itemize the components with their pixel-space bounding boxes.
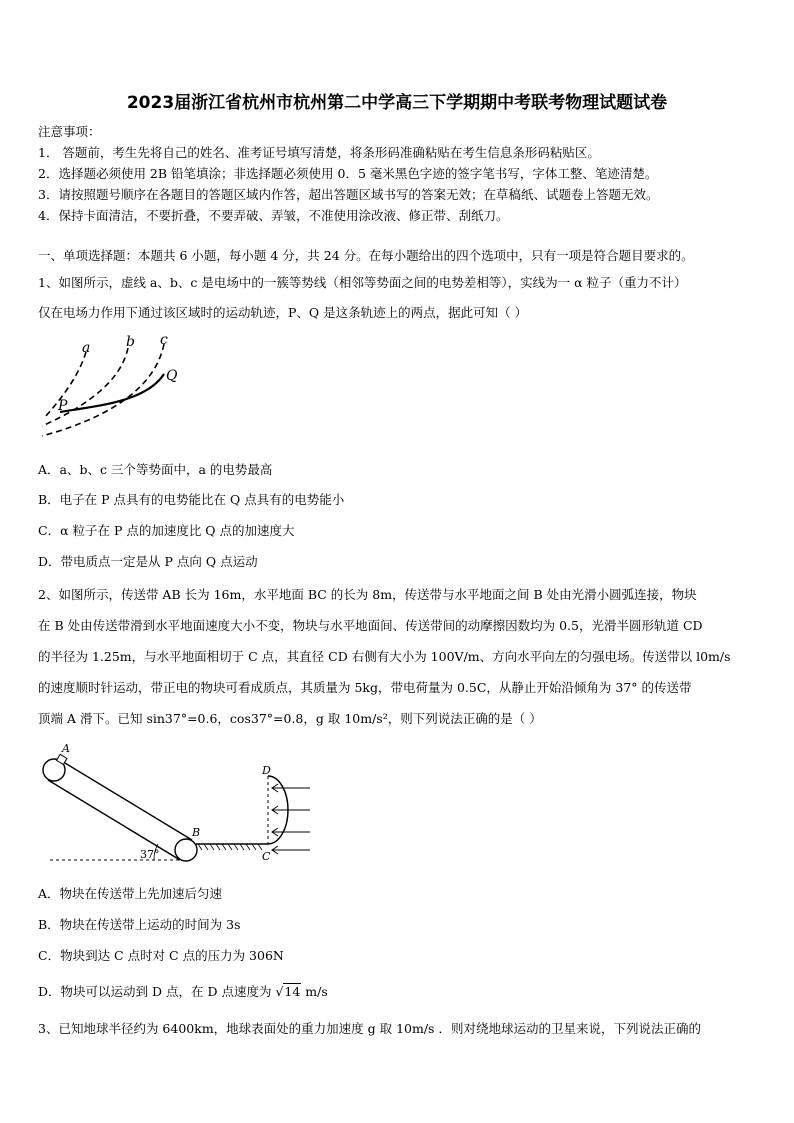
q3-stem-line1: 3、已知地球半径约为 6400km，地球表面处的重力加速度 g 取 10m/s ．则对绕地球运动的卫星来说，下列说法正确的 — [38, 1021, 701, 1036]
q2-option-b: B．物块在传送带上运动的时间为 3s — [38, 917, 241, 932]
label-P: P — [58, 398, 68, 414]
q1-option-d: D．带电质点一定是从 P 点向 Q 点运动 — [38, 554, 258, 569]
q2-option-d-text: D．物块可以运动到 D 点，在 D 点速度为 — [38, 984, 276, 999]
label-C: C — [262, 850, 271, 863]
q2-stem-line5: 顶端 A 滑下。已知 sin37°=0.6，cos37°=0.8，g 取 10m/s²，则下列说法正确的是（ ） — [38, 711, 542, 726]
q1-figure — [36, 332, 196, 442]
sqrt-symbol: √14 — [275, 984, 301, 999]
label-B: B — [192, 826, 201, 839]
q1-option-b: B．电子在 P 点具有的电势能比在 Q 点具有的电势能小 — [38, 492, 345, 507]
label-c: c — [160, 332, 168, 348]
notice-heading: 注意事项： — [38, 124, 101, 139]
notice-item-4: 4．保持卡面清洁，不要折叠，不要弄破、弄皱，不准使用涂改液、修正带、刮纸刀。 — [38, 208, 509, 223]
angle-label: 37° — [140, 848, 160, 861]
label-Q: Q — [166, 368, 178, 384]
q2-figure — [36, 740, 316, 870]
sqrt-radicand: 14 — [284, 984, 301, 999]
section-heading: 一、单项选择题：本题共 6 小题，每小题 4 分，共 24 分。在每小题给出的四个选项中，只有一项是符合题目要求的。 — [38, 248, 694, 263]
q1-stem-line2: 仅在电场力作用下通过该区域时的运动轨迹，P、Q 是这条轨迹上的两点，据此可知（ ） — [38, 305, 528, 320]
electric-field-arrows — [272, 784, 310, 854]
q2-option-c: C．物块到达 C 点时对 C 点的压力为 306N — [38, 948, 284, 963]
notice-item-3: 3．请按照题号顺序在各题目的答题区域内作答，超出答题区域书写的答案无效；在草稿纸、试题卷上答题无效。 — [38, 187, 659, 202]
equipotential-line-b — [42, 348, 128, 426]
notice-item-1: 1． 答题前，考生先将自己的姓名、准考证号填写清楚，将条形码准确粘贴在考生信息条形码粘贴区。 — [38, 145, 600, 160]
label-a: a — [82, 340, 91, 356]
q2-option-a: A．物块在传送带上先加速后匀速 — [38, 886, 223, 901]
q2-option-d — [38, 982, 328, 1000]
conveyor-belt — [43, 759, 197, 861]
label-A: A — [62, 742, 70, 755]
q1-stem-line1: 1、如图所示，虚线 a、b、c 是电场中的一簇等势线（相邻等势面之间的电势差相等），实线为一 α 粒子（重力不计） — [38, 275, 687, 290]
label-D: D — [262, 764, 271, 777]
page-title: 2023届浙江省杭州市杭州第二中学高三下学期期中考联考物理试题试卷 — [126, 93, 668, 113]
q1-option-a: A．a、b、c 三个等势面中，a 的电势最高 — [38, 462, 273, 477]
q1-option-c: C．α 粒子在 P 点的加速度比 Q 点的加速度大 — [38, 523, 295, 538]
notice-item-2: 2．选择题必须使用 2B 铅笔填涂；非选择题必须使用 0．5 毫米黑色字迹的签字笔书写，字体工整、笔迹清楚。 — [38, 166, 658, 181]
q2-stem-line1: 2、如图所示，传送带 AB 长为 16m，水平地面 BC 的长为 8m，传送带与水平地面之间 B 处由光滑小圆弧连接，物块 — [38, 587, 697, 602]
q2-stem-line4: 的速度顺时针运动，带正电的物块可看成质点，其质量为 5kg，带电荷量为 0.5C，从静止开始沿倾角为 37° 的传送带 — [38, 680, 692, 695]
q2-option-d-unit: m/s — [301, 984, 328, 999]
q2-stem-line2: 在 B 处由传送带滑到水平地面速度大小不变，物块与水平地面间、传送带间的动摩擦因数均为 0.5，光滑半圆形轨道 CD — [38, 618, 703, 633]
label-b: b — [126, 334, 135, 350]
q2-stem-line3: 的半径为 1.25m，与水平地面相切于 C 点，其直径 CD 右侧有大小为 100V/m、方向水平向左的匀强电场。传送带以 l0m/s — [38, 649, 731, 664]
